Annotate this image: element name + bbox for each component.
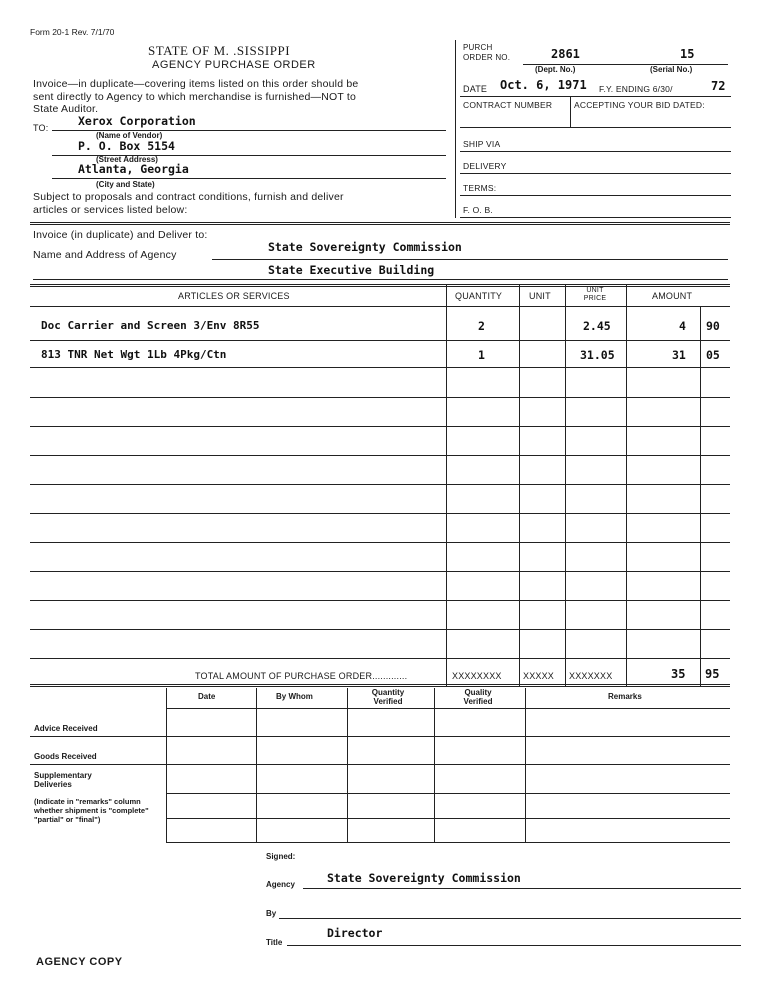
agency-line-2: State Executive Building [268, 263, 435, 277]
receipt-date-header: Date [198, 692, 216, 701]
receipt-quality-verified-header: Quality Verified [463, 688, 493, 706]
unit-price-header: UNIT PRICE [583, 287, 607, 302]
contract-number-label: CONTRACT NUMBER [463, 100, 553, 110]
total-unit: XXXXX [523, 671, 555, 681]
row-amount-cents: 05 [706, 348, 720, 362]
indicate-remarks-note: (Indicate in "remarks" column whether shipment is "complete" "partial" or "final") [34, 797, 149, 824]
signed-label: Signed: [266, 852, 296, 861]
agency-copy-label: AGENCY COPY [36, 956, 123, 968]
invoice-instructions: Invoice—in duplicate—covering items listed on this order should be sent directly to Agency to which merchandise is furnished—NOT to State Auditor. [33, 78, 359, 115]
purch-order-label: PURCH ORDER NO. [463, 43, 511, 62]
delivery-label: DELIVERY [463, 161, 507, 171]
row-unit-price: 2.45 [583, 319, 611, 333]
goods-received-label: Goods Received [34, 752, 97, 761]
quantity-header: QUANTITY [455, 291, 503, 301]
serial-no: 15 [680, 47, 695, 61]
receipt-by-whom-header: By Whom [276, 692, 313, 701]
row-amount-dollars: 4 [679, 319, 686, 333]
row-amount-dollars: 31 [672, 348, 686, 362]
vendor-city: Atlanta, Georgia [78, 162, 189, 176]
invoice-deliver-label: Invoice (in duplicate) and Deliver to: [33, 229, 208, 241]
sig-agency-label: Agency [266, 880, 295, 889]
unit-header: UNIT [529, 291, 551, 301]
total-label: TOTAL AMOUNT OF PURCHASE ORDER............. [195, 671, 408, 681]
agency-name-address-label: Name and Address of Agency [33, 249, 177, 261]
serial-no-label: (Serial No.) [650, 65, 693, 74]
receipt-remarks-header: Remarks [608, 692, 642, 701]
vendor-name-label: (Name of Vendor) [96, 131, 163, 140]
row-article: 813 TNR Net Wgt 1Lb 4Pkg/Ctn [41, 348, 227, 361]
receipt-quantity-verified-header: Quantity Verified [371, 688, 405, 706]
fy-value: 72 [711, 79, 726, 93]
fob-label: F. O. B. [463, 205, 493, 215]
vendor-name: Xerox Corporation [78, 114, 196, 128]
sig-title-value: Director [327, 926, 383, 940]
total-quantity: XXXXXXXX [452, 671, 502, 681]
date-value: Oct. 6, 1971 [500, 78, 587, 92]
date-label: DATE [463, 84, 488, 94]
terms-label: TERMS: [463, 183, 497, 193]
vendor-city-label: (City and State) [96, 180, 155, 189]
dept-no: 2861 [551, 47, 580, 61]
row-quantity: 1 [478, 348, 485, 362]
accepting-bid-label: ACCEPTING YOUR BID DATED: [574, 100, 705, 110]
total-dollars: 35 [671, 667, 686, 681]
state-title: STATE OF M. .SISSIPPI [148, 43, 291, 58]
subject-text: Subject to proposals and contract conditions, furnish and deliver articles or services listed below: [33, 191, 344, 216]
sig-agency-value: State Sovereignty Commission [327, 871, 521, 885]
supplementary-deliveries-label: Supplementary Deliveries [34, 771, 92, 789]
row-quantity: 2 [478, 319, 485, 333]
form-title: AGENCY PURCHASE ORDER [152, 59, 316, 71]
to-label: TO: [33, 123, 49, 133]
row-article: Doc Carrier and Screen 3/Env 8R55 [41, 319, 260, 332]
dept-no-label: (Dept. No.) [535, 65, 576, 74]
row-unit-price: 31.05 [580, 348, 615, 362]
advice-received-label: Advice Received [34, 724, 98, 733]
amount-header: AMOUNT [652, 291, 693, 301]
vendor-street-label: (Street Address) [96, 155, 158, 164]
total-unit-price: XXXXXXX [569, 671, 613, 681]
row-amount-cents: 90 [706, 319, 720, 333]
vendor-street: P. O. Box 5154 [78, 139, 175, 153]
form-id: Form 20-1 Rev. 7/1/70 [30, 27, 115, 37]
articles-header: ARTICLES OR SERVICES [178, 291, 290, 301]
total-cents: 95 [705, 667, 720, 681]
agency-line-1: State Sovereignty Commission [268, 240, 462, 254]
sig-by-label: By [266, 909, 277, 918]
sig-title-label: Title [266, 938, 283, 947]
ship-via-label: SHIP VIA [463, 139, 501, 149]
fy-label: F.Y. ENDING 6/30/ [599, 84, 673, 94]
